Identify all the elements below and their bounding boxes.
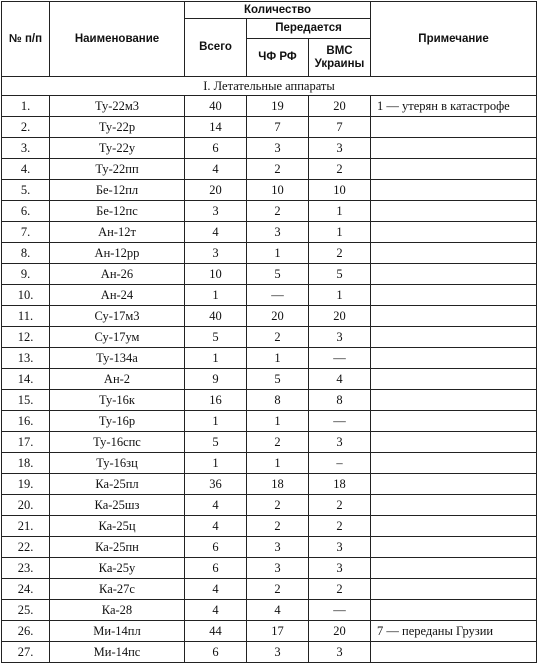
cell-note — [371, 474, 537, 495]
table-row — [2, 180, 537, 201]
cell-vms-ukraine: 3 — [309, 642, 371, 663]
table-row — [2, 474, 537, 495]
cell-name: Ка-25пн — [50, 537, 185, 558]
cell-num: 26. — [2, 621, 50, 642]
cell-num: 7. — [2, 222, 50, 243]
cell-total: 4 — [185, 222, 247, 243]
cell-name: Ка-25шз — [50, 495, 185, 516]
cell-name: Ту-134а — [50, 348, 185, 369]
cell-num: 22. — [2, 537, 50, 558]
cell-name: Ан-12рр — [50, 243, 185, 264]
cell-total: 36 — [185, 474, 247, 495]
cell-note — [371, 558, 537, 579]
cell-name: Ту-16спс — [50, 432, 185, 453]
cell-total: 1 — [185, 348, 247, 369]
cell-num: 21. — [2, 516, 50, 537]
cell-total: 40 — [185, 306, 247, 327]
cell-note — [371, 516, 537, 537]
cell-num: 2. — [2, 117, 50, 138]
table-row — [2, 432, 537, 453]
cell-bf-rf: 20 — [247, 306, 309, 327]
cell-total: 3 — [185, 201, 247, 222]
cell-bf-rf: 8 — [247, 390, 309, 411]
header-note: Примечание — [371, 2, 537, 77]
cell-num: 14. — [2, 369, 50, 390]
cell-name: Ту-16р — [50, 411, 185, 432]
cell-num: 17. — [2, 432, 50, 453]
cell-note — [371, 285, 537, 306]
cell-bf-rf: 3 — [247, 558, 309, 579]
table-row — [2, 495, 537, 516]
cell-total: 4 — [185, 600, 247, 621]
cell-name: Ка-27с — [50, 579, 185, 600]
cell-name: Ту-22р — [50, 117, 185, 138]
cell-note — [371, 117, 537, 138]
table-row — [2, 306, 537, 327]
table-row — [2, 390, 537, 411]
cell-bf-rf: 1 — [247, 348, 309, 369]
cell-note: 7 — переданы Грузии — [371, 621, 537, 642]
table-row — [2, 369, 537, 390]
cell-total: 6 — [185, 138, 247, 159]
cell-bf-rf: 2 — [247, 495, 309, 516]
cell-vms-ukraine: 20 — [309, 621, 371, 642]
cell-total: 1 — [185, 285, 247, 306]
cell-note — [371, 243, 537, 264]
cell-name: Ан-24 — [50, 285, 185, 306]
header-total: Всего — [185, 19, 247, 77]
cell-vms-ukraine: 7 — [309, 117, 371, 138]
table-row — [2, 579, 537, 600]
cell-total: 44 — [185, 621, 247, 642]
cell-note — [371, 264, 537, 285]
cell-num: 8. — [2, 243, 50, 264]
cell-total: 1 — [185, 411, 247, 432]
table-row — [2, 285, 537, 306]
header-bf-rf: ЧФ РФ — [247, 39, 309, 77]
table-row — [2, 621, 537, 642]
cell-note — [371, 390, 537, 411]
header-name: Наименование — [50, 2, 185, 77]
aircraft-distribution-table — [1, 1, 537, 663]
table-row — [2, 117, 537, 138]
table-row — [2, 264, 537, 285]
cell-num: 24. — [2, 579, 50, 600]
cell-note — [371, 222, 537, 243]
header-transferred: Передается — [247, 19, 371, 39]
cell-num: 1. — [2, 96, 50, 117]
cell-name: Ту-16к — [50, 390, 185, 411]
cell-note — [371, 201, 537, 222]
cell-bf-rf: 1 — [247, 453, 309, 474]
cell-bf-rf: 2 — [247, 516, 309, 537]
cell-bf-rf: 3 — [247, 642, 309, 663]
table-body — [2, 77, 537, 663]
cell-name: Бе-12пл — [50, 180, 185, 201]
cell-note — [371, 453, 537, 474]
cell-total: 3 — [185, 243, 247, 264]
cell-total: 5 — [185, 327, 247, 348]
cell-total: 4 — [185, 159, 247, 180]
cell-bf-rf: 2 — [247, 327, 309, 348]
cell-vms-ukraine: 4 — [309, 369, 371, 390]
table-row — [2, 411, 537, 432]
cell-bf-rf: 4 — [247, 600, 309, 621]
cell-total: 6 — [185, 537, 247, 558]
section-title: I. Летательные аппараты — [2, 77, 537, 96]
cell-name: Ми-14пс — [50, 642, 185, 663]
cell-num: 5. — [2, 180, 50, 201]
cell-num: 11. — [2, 306, 50, 327]
cell-bf-rf: 10 — [247, 180, 309, 201]
cell-num: 10. — [2, 285, 50, 306]
cell-note — [371, 537, 537, 558]
table-row — [2, 222, 537, 243]
cell-note — [371, 306, 537, 327]
cell-total: 14 — [185, 117, 247, 138]
cell-total: 1 — [185, 453, 247, 474]
cell-name: Ту-16зц — [50, 453, 185, 474]
cell-name: Ан-2 — [50, 369, 185, 390]
cell-name: Ми-14пл — [50, 621, 185, 642]
cell-vms-ukraine: — — [309, 348, 371, 369]
cell-bf-rf: 5 — [247, 264, 309, 285]
table-row — [2, 642, 537, 663]
cell-vms-ukraine: 1 — [309, 201, 371, 222]
cell-vms-ukraine: 2 — [309, 495, 371, 516]
cell-vms-ukraine: 20 — [309, 306, 371, 327]
table-header — [2, 2, 537, 77]
cell-vms-ukraine: 10 — [309, 180, 371, 201]
table-row — [2, 537, 537, 558]
cell-name: Ту-22м3 — [50, 96, 185, 117]
cell-name: Ка-25пл — [50, 474, 185, 495]
cell-total: 4 — [185, 579, 247, 600]
cell-note — [371, 369, 537, 390]
cell-note — [371, 642, 537, 663]
cell-bf-rf: 2 — [247, 201, 309, 222]
header-quantity: Количество — [185, 2, 371, 19]
cell-name: Су-17ум — [50, 327, 185, 348]
table-row — [2, 600, 537, 621]
cell-vms-ukraine: 20 — [309, 96, 371, 117]
cell-vms-ukraine: — — [309, 411, 371, 432]
cell-vms-ukraine: 2 — [309, 159, 371, 180]
cell-name: Ка-25ц — [50, 516, 185, 537]
cell-total: 6 — [185, 642, 247, 663]
table-row — [2, 243, 537, 264]
table-row — [2, 453, 537, 474]
cell-bf-rf: 3 — [247, 222, 309, 243]
table-row — [2, 138, 537, 159]
cell-note — [371, 495, 537, 516]
cell-vms-ukraine: 1 — [309, 285, 371, 306]
cell-note — [371, 579, 537, 600]
cell-vms-ukraine: 2 — [309, 516, 371, 537]
cell-num: 25. — [2, 600, 50, 621]
cell-total: 10 — [185, 264, 247, 285]
cell-num: 6. — [2, 201, 50, 222]
cell-total: 20 — [185, 180, 247, 201]
cell-bf-rf: 17 — [247, 621, 309, 642]
cell-total: 4 — [185, 516, 247, 537]
cell-total: 16 — [185, 390, 247, 411]
cell-note — [371, 180, 537, 201]
cell-name: Ту-22у — [50, 138, 185, 159]
cell-name: Су-17м3 — [50, 306, 185, 327]
cell-vms-ukraine: 3 — [309, 432, 371, 453]
cell-num: 13. — [2, 348, 50, 369]
table-row — [2, 348, 537, 369]
table-row — [2, 159, 537, 180]
header-num: № п/п — [2, 2, 50, 77]
cell-total: 6 — [185, 558, 247, 579]
cell-name: Ка-25у — [50, 558, 185, 579]
cell-note: 1 — утерян в катастрофе — [371, 96, 537, 117]
cell-note — [371, 432, 537, 453]
cell-note — [371, 327, 537, 348]
cell-note — [371, 411, 537, 432]
cell-note — [371, 138, 537, 159]
cell-name: Ан-26 — [50, 264, 185, 285]
header-vms-ukraine: ВМС Украины — [309, 39, 371, 77]
cell-vms-ukraine: 8 — [309, 390, 371, 411]
table-row — [2, 558, 537, 579]
cell-num: 12. — [2, 327, 50, 348]
table-row — [2, 201, 537, 222]
cell-name: Бе-12пс — [50, 201, 185, 222]
cell-num: 4. — [2, 159, 50, 180]
cell-name: Ан-12т — [50, 222, 185, 243]
cell-num: 20. — [2, 495, 50, 516]
cell-total: 9 — [185, 369, 247, 390]
cell-vms-ukraine: 3 — [309, 537, 371, 558]
cell-bf-rf: 2 — [247, 432, 309, 453]
cell-vms-ukraine: 3 — [309, 558, 371, 579]
cell-num: 16. — [2, 411, 50, 432]
cell-bf-rf: 7 — [247, 117, 309, 138]
cell-vms-ukraine: 5 — [309, 264, 371, 285]
cell-total: 5 — [185, 432, 247, 453]
cell-bf-rf: 5 — [247, 369, 309, 390]
cell-num: 19. — [2, 474, 50, 495]
table-row — [2, 96, 537, 117]
cell-vms-ukraine: 2 — [309, 243, 371, 264]
cell-vms-ukraine: 18 — [309, 474, 371, 495]
cell-bf-rf: 18 — [247, 474, 309, 495]
cell-note — [371, 159, 537, 180]
cell-name: Ту-22пп — [50, 159, 185, 180]
cell-name: Ка-28 — [50, 600, 185, 621]
cell-bf-rf: — — [247, 285, 309, 306]
cell-total: 4 — [185, 495, 247, 516]
cell-num: 23. — [2, 558, 50, 579]
cell-note — [371, 348, 537, 369]
table-row — [2, 516, 537, 537]
cell-vms-ukraine: — — [309, 600, 371, 621]
cell-vms-ukraine: 3 — [309, 138, 371, 159]
cell-bf-rf: 19 — [247, 96, 309, 117]
cell-vms-ukraine: 2 — [309, 579, 371, 600]
cell-num: 18. — [2, 453, 50, 474]
cell-bf-rf: 1 — [247, 243, 309, 264]
cell-bf-rf: 2 — [247, 579, 309, 600]
cell-vms-ukraine: 1 — [309, 222, 371, 243]
cell-num: 15. — [2, 390, 50, 411]
cell-note — [371, 600, 537, 621]
cell-bf-rf: 3 — [247, 138, 309, 159]
cell-bf-rf: 1 — [247, 411, 309, 432]
cell-vms-ukraine: – — [309, 453, 371, 474]
cell-bf-rf: 3 — [247, 537, 309, 558]
cell-num: 3. — [2, 138, 50, 159]
cell-vms-ukraine: 3 — [309, 327, 371, 348]
cell-num: 9. — [2, 264, 50, 285]
table-row — [2, 327, 537, 348]
cell-bf-rf: 2 — [247, 159, 309, 180]
cell-num: 27. — [2, 642, 50, 663]
cell-total: 40 — [185, 96, 247, 117]
